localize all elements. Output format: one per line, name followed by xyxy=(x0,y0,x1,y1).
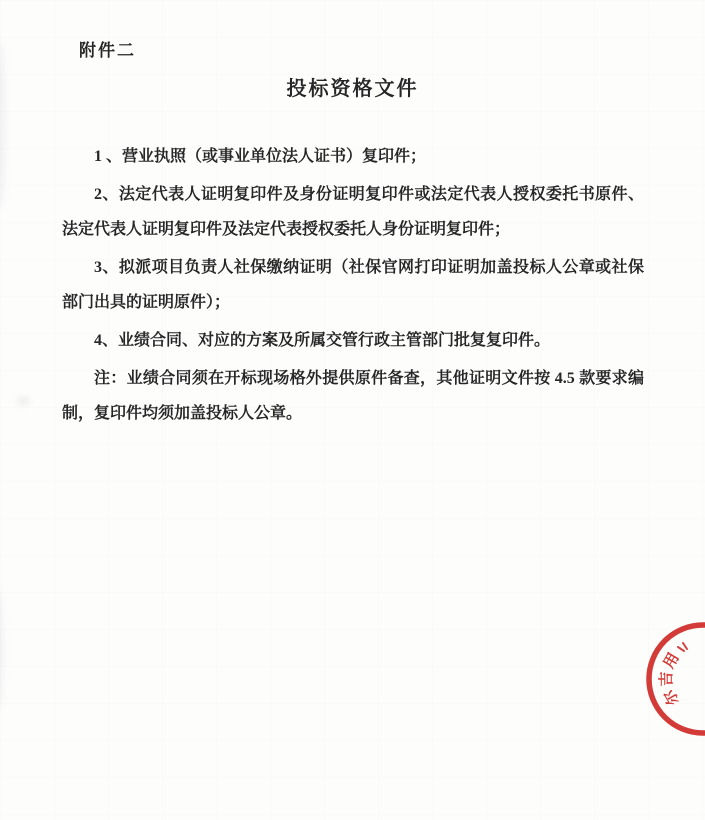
list-item-4: 4、业绩合同、对应的方案及所属交管行政主管部门批复复印件。 xyxy=(94,332,551,349)
seal-character: 用 xyxy=(661,650,683,672)
seal-character: 吉 xyxy=(659,671,675,687)
note-paragraph: 注：业绩合同须在开标现场格外提供原件备查，其他证明文件按 4.5 款要求编制，复印件均须加盖投标人公章。 xyxy=(62,370,644,422)
scan-smudge xyxy=(0,590,4,710)
document-title: 投标资格文件 xyxy=(286,78,419,101)
seal-arc-icon xyxy=(649,625,705,733)
official-seal-partial xyxy=(585,559,705,799)
list-item-2: 2、法定代表人证明复印件及身份证明复印件或法定代表人授权委托书原件、法定代表人证明复印件及法定代表授权委托人身份证明复印件； xyxy=(62,186,644,238)
scan-smudge xyxy=(16,396,30,406)
attachment-label: 附件二 xyxy=(79,41,136,60)
list-item-3: 3、拟派项目负责人社保缴纳证明（社保官网打印证明加盖投标人公章或社保部门出具的证明原件）； xyxy=(62,259,644,311)
seal-character: 尔 xyxy=(661,686,683,708)
scan-smudge xyxy=(0,40,6,210)
list-item-1: 1 、营业执照（或事业单位法人证书）复印件； xyxy=(94,148,427,165)
document-body xyxy=(62,139,644,434)
seal-partial-mark-icon xyxy=(683,643,687,649)
seal-partial-mark-icon xyxy=(678,647,684,651)
